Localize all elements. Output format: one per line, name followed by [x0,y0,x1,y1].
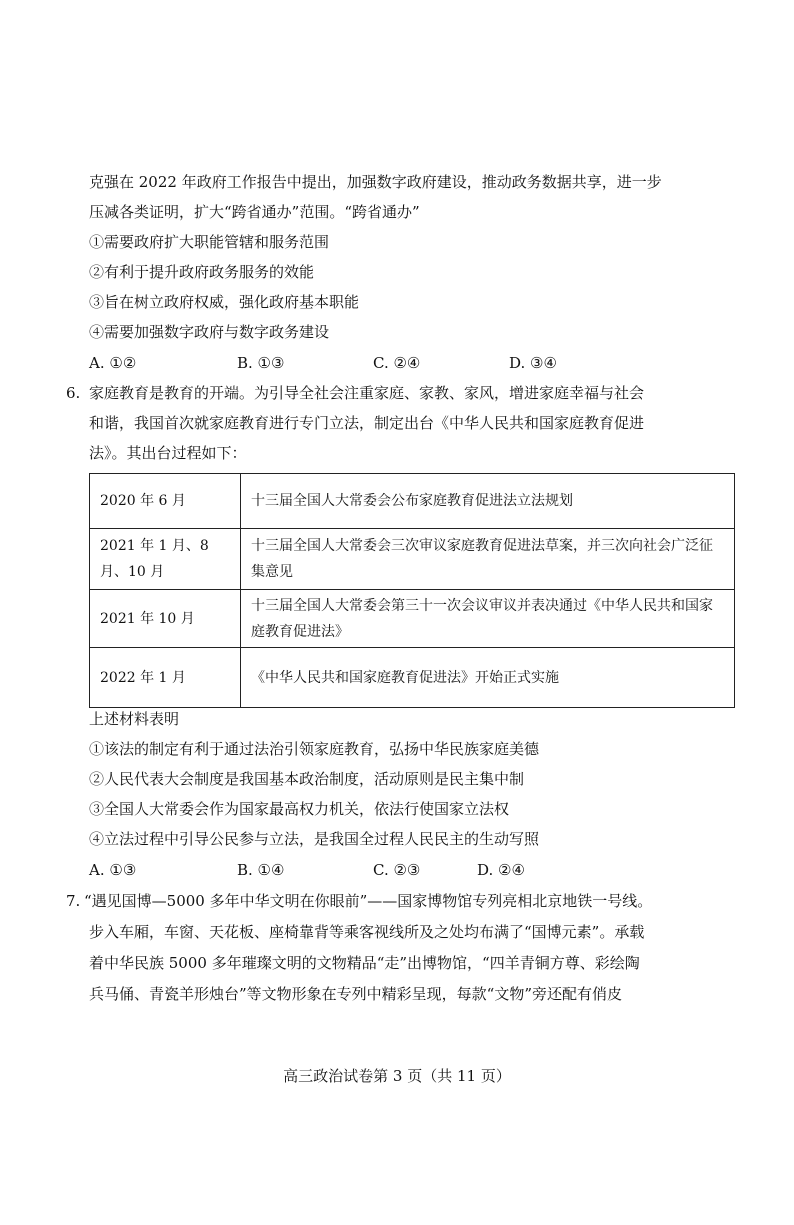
table-cell-event: 十三届全国人大常委会公布家庭教育促进法立法规划 [241,474,735,529]
table-cell-event: 十三届全国人大常委会第三十一次会议审议并表决通过《中华人民共和国家庭教育促进法》 [241,590,735,648]
q7-line-3: 着中华民族 5000 多年璀璨文明的文物精品“走”出博物馆，“四羊青铜方尊、彩绘陶 [89,954,640,972]
q6-option-b: B. ①④ [237,861,285,879]
table-cell-date: 2022 年 1 月 [90,648,241,708]
q6-statement-1: ①该法的制定有利于通过法治引领家庭教育，弘扬中华民族家庭美德 [89,740,540,758]
q5-statement-2: ②有利于提升政府政务服务的效能 [89,263,315,281]
q5-statement-3: ③旨在树立政府权威，强化政府基本职能 [89,293,360,311]
q5-option-b: B. ①③ [237,354,285,372]
q5-statement-1: ①需要政府扩大职能管辖和服务范围 [89,233,330,251]
table-cell-event: 十三届全国人大常委会三次审议家庭教育促进法草案，并三次向社会广泛征集意见 [241,529,735,590]
q5-option-d: D. ③④ [509,354,557,372]
table-cell-event: 《中华人民共和国家庭教育促进法》开始正式实施 [241,648,735,708]
q5-option-c: C. ②④ [373,354,421,372]
q6-option-d: D. ②④ [477,861,525,879]
q6-statement-3: ③全国人大常委会作为国家最高权力机关，依法行使国家立法权 [89,800,510,818]
q7-line-4: 兵马俑、青瓷羊形烛台”等文物形象在专列中精彩呈现，每款“文物”旁还配有俏皮 [89,985,623,1003]
table-row [90,529,735,590]
table-cell-date: 2020 年 6 月 [90,474,241,529]
q5-line-2: 压减各类证明，扩大“跨省通办”范围。“跨省通办” [89,203,420,221]
table-row [90,474,735,529]
q5-line-1: 克强在 2022 年政府工作报告中提出，加强数字政府建设，推动政务数据共享，进一步 [89,173,662,191]
table-cell-date: 2021 年 10 月 [90,590,241,648]
q6-line-3: 法》。其出台过程如下： [89,444,247,462]
q7-line-2: 步入车厢，车窗、天花板、座椅靠背等乘客视线所及之处均布满了“国博元素”。承载 [89,923,645,941]
q6-line-2: 和谐，我国首次就家庭教育进行专门立法，制定出台《中华人民共和国家庭教育促进 [89,414,645,432]
q6-option-c: C. ②③ [373,861,421,879]
legislation-timeline-table [89,473,735,708]
table-row [90,590,735,648]
q6-statement-4: ④立法过程中引导公民参与立法，是我国全过程人民民主的生动写照 [89,830,540,848]
q5-statement-4: ④需要加强数字政府与数字政务建设 [89,323,330,341]
q7-line-1: “遇见国博—5000 多年中华文明在你眼前”——国家博物馆专列亮相北京地铁一号线。 [84,892,653,910]
q5-option-a: A. ①② [89,354,137,372]
q7-number: 7. [66,892,81,910]
q6-option-a: A. ①③ [89,861,137,879]
q6-statement-2: ②人民代表大会制度是我国基本政治制度，活动原则是民主集中制 [89,770,525,788]
table-cell-date: 2021 年 1 月、8 月、10 月 [90,529,241,590]
table-row [90,648,735,708]
q6-line-1: 家庭教育是教育的开端。为引导全社会注重家庭、家教、家风，增进家庭幸福与社会 [89,384,645,402]
q6-number: 6. [66,384,81,402]
page-footer: 高三政治试卷第 3 页（共 11 页） [283,1067,511,1085]
q6-after-table: 上述材料表明 [89,710,180,728]
